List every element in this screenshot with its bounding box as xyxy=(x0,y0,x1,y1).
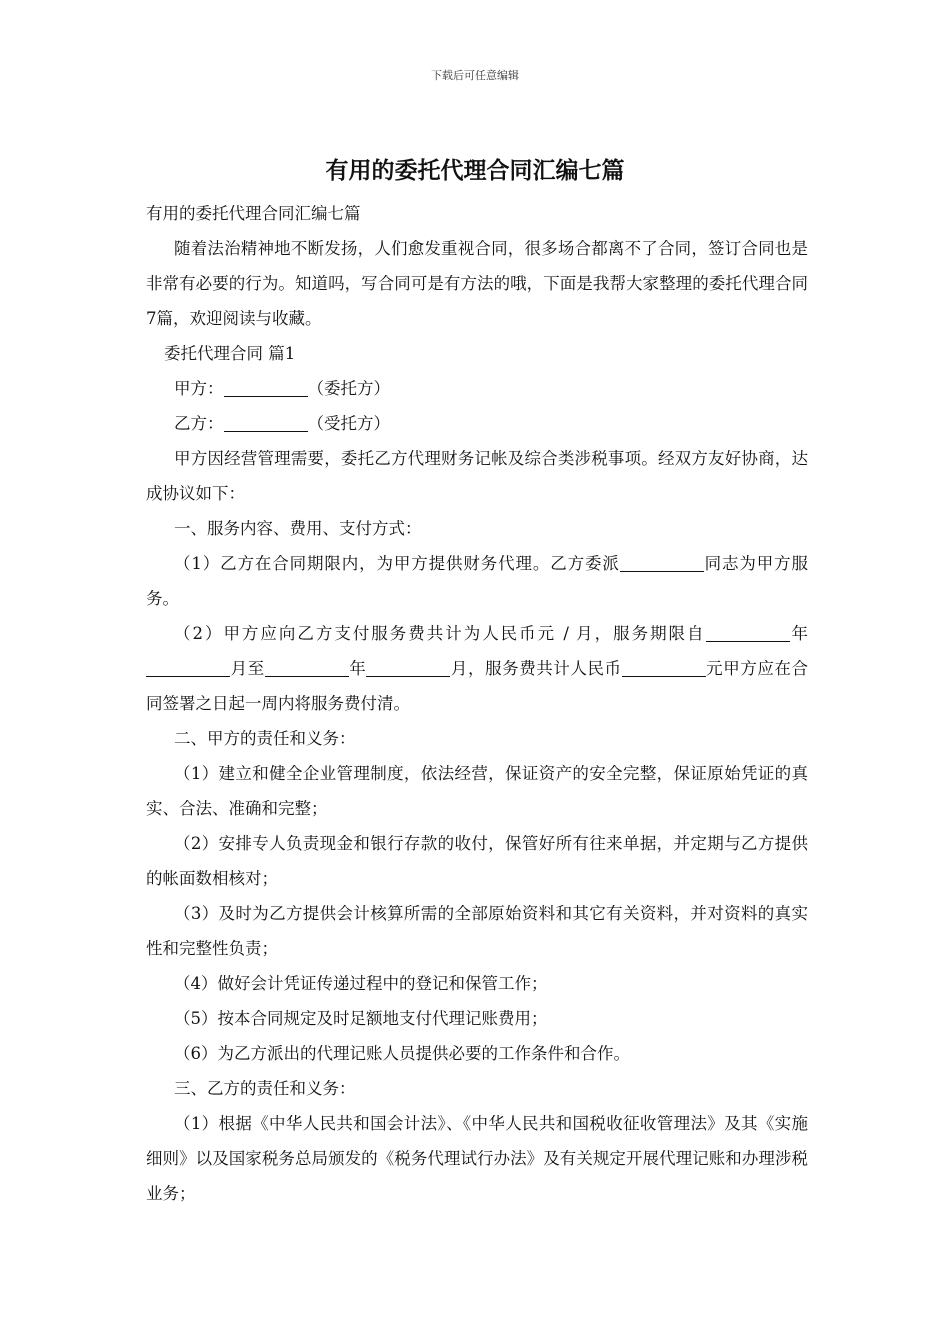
document-title: 有用的委托代理合同汇编七篇 xyxy=(325,158,625,184)
month-label-2: 月，服务费共计人民币 xyxy=(450,659,622,678)
section-1-item-2-text-end: 元甲方应在合同签署之日起一周内将服务费付清。 xyxy=(146,659,809,713)
party-b-line xyxy=(146,406,808,441)
section-3-heading: 三、乙方的责任和义务： xyxy=(174,1079,356,1098)
start-month-blank xyxy=(146,660,230,678)
section-3-item-1: （1）根据《中华人民共和国会计法》、《中华人民共和国税收征收管理法》及其《实施细则》以及国家税务总局颁发的《税务代理试行办法》及有关规定开展代理记账和办理涉税业务； xyxy=(146,1114,808,1203)
start-year-blank xyxy=(706,625,790,643)
section-1-item-2-text-a: （2）甲方应向乙方支付服务费共计为人民币元 / 月，服务期限自 xyxy=(174,624,706,643)
header-note: 下载后可任意编辑 xyxy=(431,69,519,82)
section-1-item-1-text-b: 同志为甲方服务。 xyxy=(146,554,808,608)
end-year-blank xyxy=(265,660,349,678)
party-a-label: 甲方： xyxy=(174,379,224,398)
section-2-item: （6）为乙方派出的代理记账人员提供必要的工作条件和合作。 xyxy=(174,1044,630,1063)
subtitle: 有用的委托代理合同汇编七篇 xyxy=(146,204,361,223)
section-1-item-1-text-a: （1）乙方在合同期限内，为甲方提供财务代理。乙方委派 xyxy=(174,554,620,573)
total-fee-blank xyxy=(622,660,706,678)
party-a-blank xyxy=(224,380,308,398)
section-1-item-1 xyxy=(146,546,808,616)
section-2-item: （5）按本合同规定及时足额地支付代理记账费用； xyxy=(174,1009,548,1028)
party-a-line xyxy=(146,371,808,406)
section-2-item: （2）安排专人负责现金和银行存款的收付，保管好所有往来单据，并定期与乙方提供的帐面数相核对； xyxy=(146,834,808,888)
section-1-item-2 xyxy=(146,616,808,721)
party-b-role: （受托方） xyxy=(307,414,390,433)
year-label-2: 年 xyxy=(348,659,367,678)
contract-heading: 委托代理合同 篇1 xyxy=(164,344,296,363)
section-2-item: （4）做好会计凭证传递过程中的登记和保管工作； xyxy=(174,974,548,993)
section-2-heading: 二、甲方的责任和义务： xyxy=(174,729,356,748)
month-label-1: 月至 xyxy=(230,659,265,678)
party-b-blank xyxy=(224,415,308,433)
end-month-blank xyxy=(366,660,450,678)
party-a-role: （委托方） xyxy=(307,379,390,398)
preamble-paragraph: 甲方因经营管理需要，委托乙方代理财务记帐及综合类涉税事项。经双方友好协商，达成协议如下： xyxy=(146,449,808,503)
intro-paragraph: 随着法治精神地不断发扬，人们愈发重视合同，很多场合都离不了合同，签订合同也是非常有必要的行为。知道吗，写合同可是有方法的哦，下面是我帮大家整理的委托代理合同7篇，欢迎阅读与收藏。 xyxy=(146,239,808,328)
year-label-1: 年 xyxy=(789,624,809,643)
section-2-item: （1）建立和健全企业管理制度，依法经营，保证资产的安全完整，保证原始凭证的真实、合法、准确和完整； xyxy=(146,764,808,818)
staff-name-blank xyxy=(620,555,704,573)
party-b-label: 乙方： xyxy=(174,414,224,433)
section-2-item: （3）及时为乙方提供会计核算所需的全部原始资料和其它有关资料，并对资料的真实性和完整性负责； xyxy=(146,904,808,958)
document-body xyxy=(146,196,808,1211)
section-1-heading: 一、服务内容、费用、支付方式： xyxy=(174,519,422,538)
